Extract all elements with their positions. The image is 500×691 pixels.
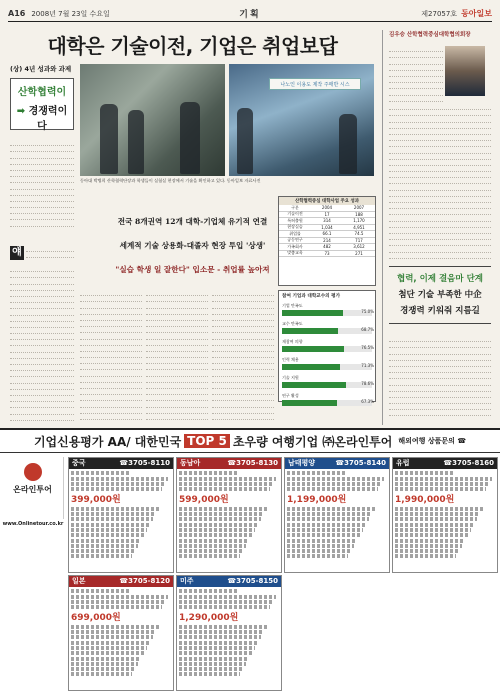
survey-bar-label: 재참여 의향 (282, 339, 303, 344)
survey-bar (282, 339, 372, 352)
ad-banner-right: 초우량 여행기업 ㈜온라인투어 (232, 434, 393, 449)
person-figure (339, 114, 357, 174)
series-title-1: 산학협력이 (17, 87, 67, 98)
ad-region-name: 동남아 ☎3705-8130 (177, 458, 281, 469)
person-figure (180, 102, 200, 174)
photo-lab-workers (80, 64, 225, 176)
survey-bar-label: 인력 채용 (282, 357, 299, 362)
body-column-3 (146, 290, 208, 424)
survey-bar-value: 75.0% (361, 309, 374, 314)
drop-cap: 얘 (10, 246, 24, 260)
table-row: 기술이전 17 188 (279, 212, 375, 219)
survey-bar-label: 기술 지원 (282, 375, 299, 380)
ad-grid (0, 452, 500, 691)
table-title: 산학협력중심 대학사업 주요 성과 (279, 197, 375, 205)
quote-line-2: 첨단 기술 부족한 中企 (398, 290, 482, 300)
survey-bar (282, 393, 372, 406)
author-portrait (445, 46, 485, 96)
table-row: 가족회사 482 3,612 (279, 244, 375, 251)
subhead-3: "실습 학생 일 잘한다" 입소문 - 취업률 높아져 (115, 265, 270, 274)
survey-bar-value: 78.6% (361, 381, 374, 386)
section-name: 기획 (239, 10, 261, 20)
author-name: 김우승 산학협력중심대학협의회장 (389, 32, 471, 38)
table-row: 현장실습 1,034 4,951 (279, 225, 375, 232)
survey-bar-fill (282, 400, 337, 406)
survey-title: 참여 기업과 대학교수의 평가 (282, 294, 341, 299)
ad-url: www.Onlinetour.co.kr (2, 521, 64, 527)
ad-region-tel: ☎3705-8110 (119, 459, 170, 467)
sidebar-text-2 (389, 104, 491, 262)
series-box (10, 78, 74, 130)
ad-region-cell (68, 457, 174, 573)
ad-region-tel: ☎3705-8120 (119, 577, 170, 585)
equipment-sign: 나노인 이용도 제작 주매반 시스 (269, 78, 361, 90)
survey-bar (282, 375, 372, 388)
ad-region-tel: ☎3705-8130 (227, 459, 278, 467)
subhead-2: 세계적 기술 상용화-대졸자 현장 투입 '상생' (119, 241, 266, 250)
survey-bar-label: 교수 만족도 (282, 321, 303, 326)
survey-bar-fill (282, 364, 340, 370)
ad-banner-left: 기업신용평가 AA/ 대한민국 (33, 434, 182, 449)
body-column-4 (212, 290, 274, 424)
ad-banner-tel: 해외여행 상품문의 ☎ (398, 437, 467, 445)
photo-equipment (229, 64, 374, 176)
quote-line-3: 경쟁력 키워줘 지름길 (400, 306, 480, 316)
headline: 대학은 기술이전, 기업은 취업보답 (47, 34, 338, 58)
ad-region-name: 남태평양 ☎3705-8140 (285, 458, 389, 469)
ad-region-price: 399,000원 (71, 495, 121, 506)
ad-banner (0, 428, 500, 452)
survey-bar-value: 76.5% (361, 345, 374, 350)
series-label: (상) 4년 성과와 과제 (10, 65, 72, 73)
ad-region-price: 699,000원 (71, 613, 121, 624)
survey-bar-value: 67.3% (361, 399, 374, 404)
person-figure (237, 108, 253, 174)
page-header (8, 6, 492, 22)
table-row: 공동연구 214 717 (279, 238, 375, 245)
ad-region-cell (176, 575, 282, 691)
survey-bar-value: 71.3% (361, 363, 374, 368)
ad-region-name: 일본 ☎3705-8120 (69, 576, 173, 587)
ad-region-price: 599,000원 (179, 495, 229, 506)
survey-bar-fill (282, 310, 343, 316)
results-table (278, 196, 376, 286)
ad-region-name: 유럽 ☎3705-8160 (393, 458, 497, 469)
ad-region-price: 1,990,000원 (395, 495, 455, 506)
survey-bar-fill (282, 382, 346, 388)
globe-icon (24, 463, 42, 481)
ad-region-cell (284, 457, 390, 573)
survey-bar-label: 연구 활성 (282, 393, 299, 398)
ad-region-price: 1,290,000원 (179, 613, 239, 624)
pull-quote (389, 266, 491, 324)
sidebar-text-1 (389, 46, 443, 102)
ad-region-tel: ☎3705-8150 (227, 577, 278, 585)
person-figure (100, 104, 118, 174)
body-column-2 (80, 290, 142, 424)
survey-bar-fill (282, 328, 338, 334)
photo-caption: 동아대 박병희 산학협력단장과 학생들이 실험실 현장에서 기술을 확인하고 있다. 동아일보 자료사진 (80, 178, 261, 183)
table-row: 취업률 66.1 74.5 (279, 231, 375, 238)
body-column-1a (10, 140, 74, 230)
table-row: 구분 2004 2007 (279, 205, 375, 212)
survey-bar (282, 357, 372, 370)
arrow-icon: ➡ (16, 106, 26, 117)
ad-logo-name: 온라인투어 (13, 485, 52, 494)
sidebar-text-3 (389, 336, 491, 422)
issue-date: 2008년 7월 23일 수요일 (31, 9, 110, 18)
sidebar-column (382, 30, 492, 425)
survey-bar (282, 321, 372, 334)
ad-region-tel: ☎3705-8160 (443, 459, 494, 467)
survey-bar-fill (282, 346, 344, 352)
quote-line-1: 협력, 이제 결음마 단계 (396, 274, 483, 284)
ad-region-price: 1,199,000원 (287, 495, 347, 506)
table-row: 특허출원 314 1,170 (279, 218, 375, 225)
series-title-2: ➡ 경쟁력이다 (16, 106, 68, 132)
ad-region-name: 중국 ☎3705-8110 (69, 458, 173, 469)
newspaper-name: 동아일보 (461, 9, 492, 18)
survey-bar (282, 303, 372, 316)
subhead-1: 전국 8개권역 12개 대학-기업체 유기적 연결 (117, 217, 268, 226)
subheads (115, 210, 270, 282)
body-column-1c (10, 266, 74, 424)
ad-region-cell (68, 575, 174, 691)
table-row: 맞춤교육 73 271 (279, 251, 375, 258)
survey-chart (278, 290, 376, 402)
ad-top5-badge: TOP 5 (184, 434, 230, 448)
ad-region-tel: ☎3705-8140 (335, 459, 386, 467)
issue-number: 제27057호 (421, 9, 458, 18)
body-column-1b (26, 246, 74, 264)
page-number: A16 (8, 9, 26, 18)
ad-logo (2, 457, 64, 519)
survey-bar-label: 기업 만족도 (282, 303, 303, 308)
ad-region-cell (392, 457, 498, 573)
ad-region-cell (176, 457, 282, 573)
ad-region-name: 미주 ☎3705-8150 (177, 576, 281, 587)
survey-bar-value: 68.7% (361, 327, 374, 332)
person-figure (128, 110, 144, 174)
